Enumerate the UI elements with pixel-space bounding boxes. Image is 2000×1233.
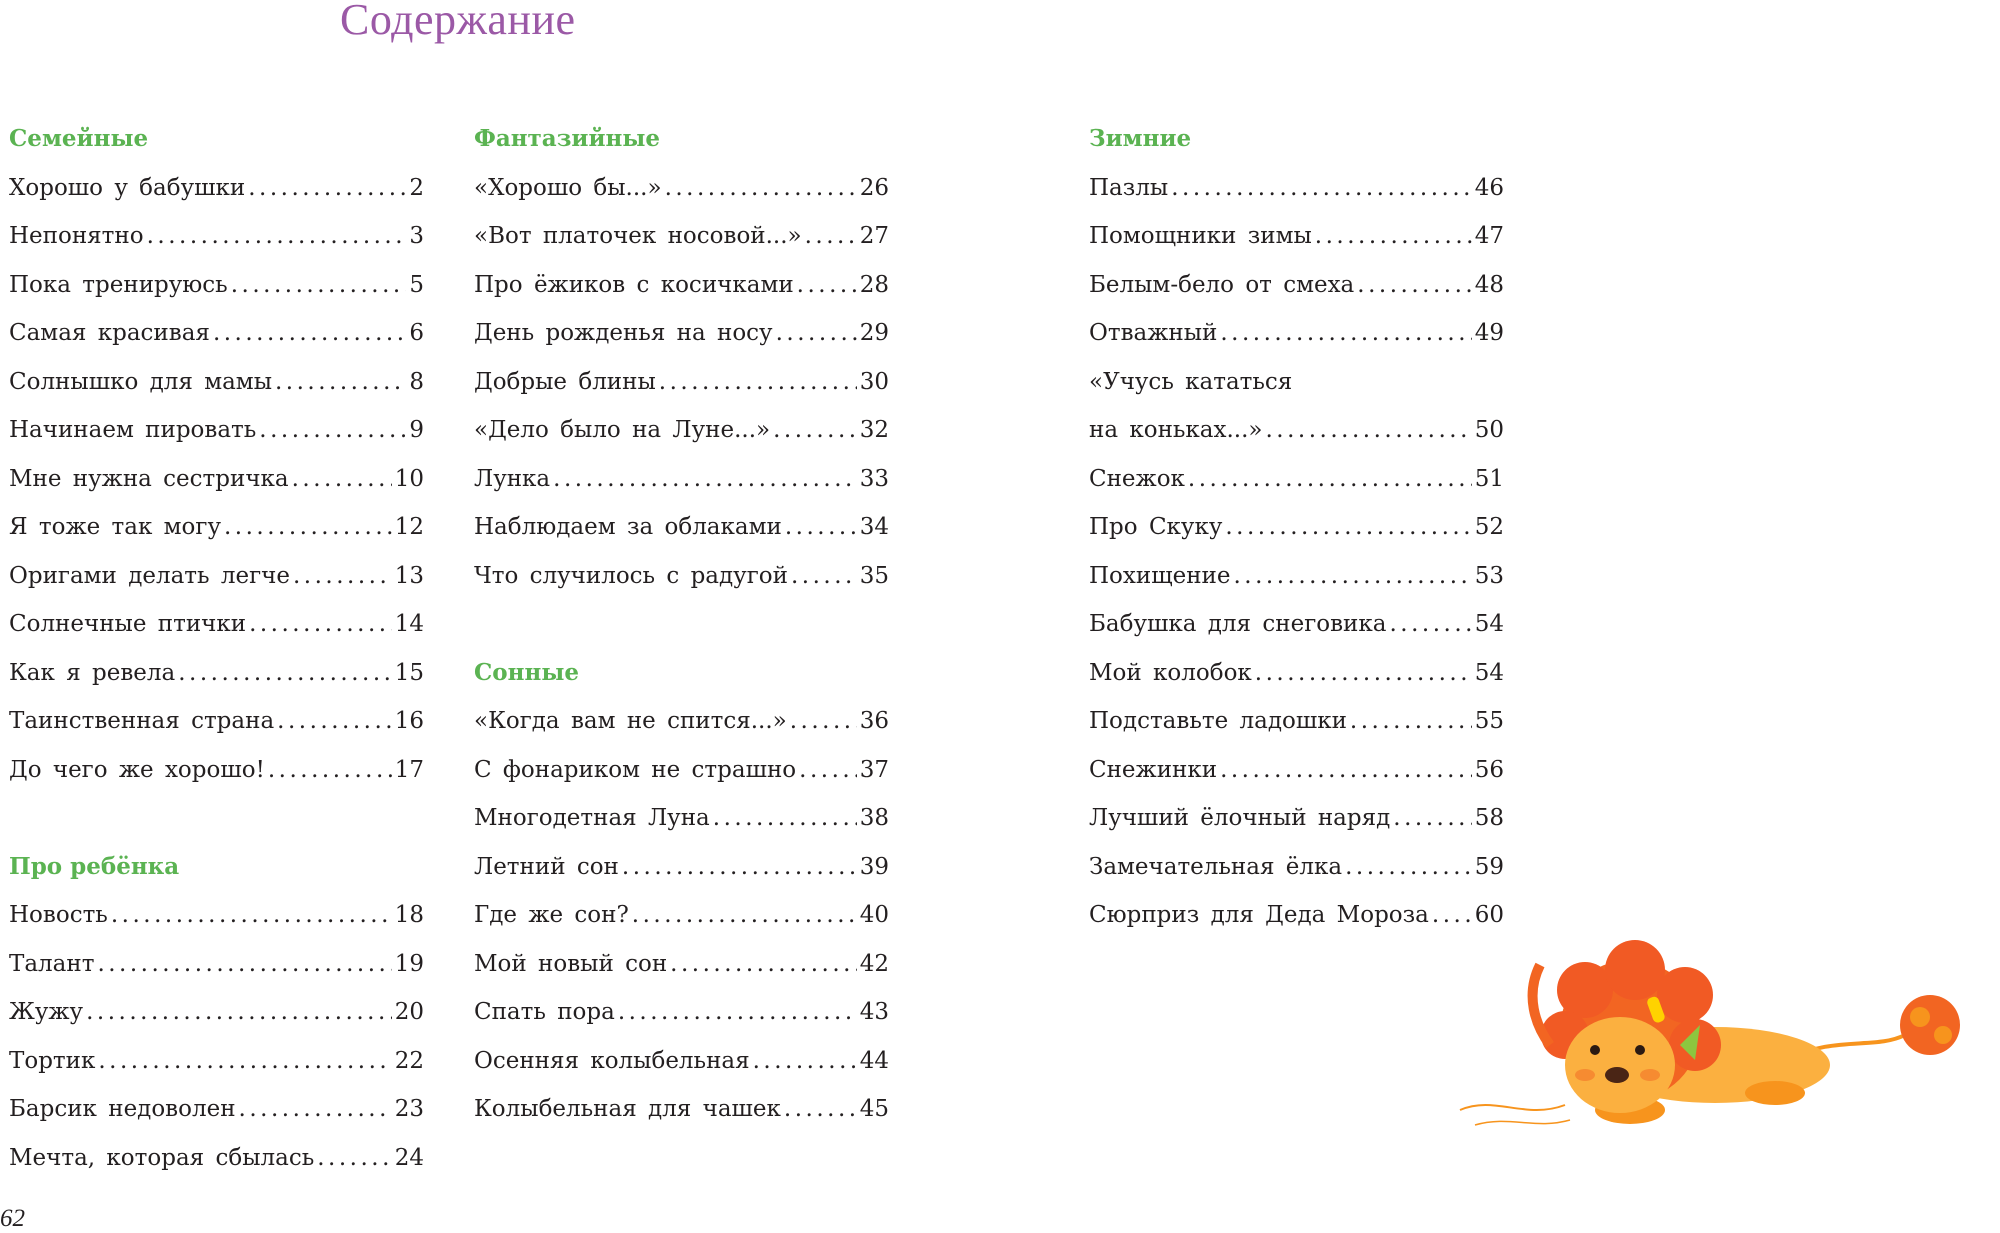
toc-entry-page: 35	[859, 562, 889, 589]
toc-entry-title: До чего же хорошо!	[9, 756, 265, 783]
toc-entry-title: Осенняя колыбельная	[474, 1047, 750, 1074]
toc-entry-leader	[1393, 794, 1471, 843]
toc-entry	[474, 552, 889, 601]
toc-entry-title: Мне нужна сестричка	[9, 465, 289, 492]
toc-entry-title: Наблюдаем за облаками	[474, 514, 782, 540]
toc-column-1	[9, 115, 424, 1182]
toc-entry-title: Лунка	[474, 465, 551, 492]
section-title: Семейные	[9, 125, 149, 152]
toc-entry-page: 33	[859, 465, 889, 492]
toc-entry-page: 6	[409, 320, 424, 346]
toc-entry	[474, 406, 889, 455]
toc-entry	[474, 1037, 889, 1086]
toc-entry-page: 15	[394, 659, 424, 686]
toc-entry-title: Начинаем пировать	[9, 417, 257, 443]
section-spacer	[474, 600, 889, 649]
toc-entry	[9, 455, 424, 504]
toc-entry-leader	[1315, 212, 1472, 261]
toc-entry	[9, 649, 424, 698]
toc-entry-leader	[259, 406, 406, 455]
toc-entry-title: Барсик недоволен	[9, 1096, 236, 1122]
toc-entry-title: «Вот платочек носовой...»	[474, 223, 802, 249]
toc-entry-leader	[659, 358, 857, 407]
toc-entry-title: на коньках...»	[1089, 417, 1263, 443]
toc-entry	[1089, 697, 1504, 746]
toc-entry-leader	[86, 988, 392, 1037]
toc-entry-page: 26	[859, 174, 889, 201]
toc-entry	[474, 261, 889, 310]
toc-entry-leader	[275, 358, 406, 407]
toc-entry-page: 53	[1474, 562, 1504, 589]
toc-entry-leader	[791, 552, 857, 601]
toc-entry	[474, 697, 889, 746]
toc-entry	[9, 358, 424, 407]
toc-column-2	[474, 115, 889, 1134]
toc-entry-leader	[1357, 261, 1471, 310]
toc-entry-title: Похищение	[1089, 562, 1231, 589]
toc-entry-page: 54	[1474, 611, 1504, 637]
toc-entry	[1089, 891, 1504, 940]
toc-entry	[1089, 649, 1504, 698]
toc-entry-title: Добрые блины	[474, 368, 656, 395]
toc-entry	[474, 164, 889, 213]
toc-entry	[1089, 358, 1504, 407]
toc-entry-page: 12	[394, 514, 424, 540]
toc-entry-title: Новость	[9, 902, 108, 928]
toc-entry-title: Мой новый сон	[474, 950, 668, 977]
toc-entry-page: 2	[409, 174, 424, 201]
toc-entry-leader	[249, 600, 392, 649]
toc-entry	[474, 746, 889, 795]
toc-entry	[1089, 309, 1504, 358]
toc-entry	[9, 600, 424, 649]
toc-entry-leader	[1255, 649, 1472, 698]
toc-entry-title: Непонятно	[9, 223, 144, 249]
toc-entry-leader	[618, 988, 857, 1037]
toc-entry-leader	[665, 164, 857, 213]
toc-entry-page: 13	[394, 562, 424, 589]
toc-entry-leader	[753, 1037, 857, 1086]
section-title: Про ребёнка	[9, 852, 180, 880]
toc-entry	[474, 988, 889, 1037]
toc-entry-title: Снежок	[1089, 465, 1185, 492]
page-number: 62	[0, 1205, 25, 1232]
toc-entry	[9, 164, 424, 213]
toc-entry-page: 18	[394, 902, 424, 928]
toc-entry-page: 39	[859, 853, 889, 880]
toc-entry-page: 16	[394, 708, 424, 734]
toc-entry	[474, 794, 889, 843]
toc-entry-title: Снежинки	[1089, 756, 1218, 783]
toc-entry-leader	[799, 746, 857, 795]
toc-entry	[9, 891, 424, 940]
toc-entry-leader	[97, 940, 391, 989]
toc-entry-title: Хорошо у бабушки	[9, 174, 246, 201]
toc-entry-page: 24	[394, 1144, 424, 1171]
toc-entry	[1089, 212, 1504, 261]
toc-entry-page: 3	[409, 223, 424, 249]
toc-entry	[1089, 406, 1504, 455]
toc-entry-page: 9	[409, 417, 424, 443]
toc-entry-page: 56	[1474, 756, 1504, 783]
toc-entry-leader	[784, 1085, 857, 1134]
section-title: Сонные	[474, 658, 580, 686]
toc-entry-title: Подставьте ладошки	[1089, 708, 1347, 734]
toc-entry-leader	[213, 309, 406, 358]
toc-entry-leader	[797, 261, 857, 310]
toc-entry	[9, 1085, 424, 1134]
toc-entry-leader	[111, 891, 392, 940]
toc-entry	[1089, 794, 1504, 843]
toc-entry-page: 36	[859, 708, 889, 734]
toc-entry-leader	[790, 697, 857, 746]
toc-entry-title: Спать пора	[474, 999, 615, 1025]
toc-entry-page: 44	[859, 1047, 889, 1074]
toc-entry-leader	[98, 1037, 391, 1086]
toc-entry-leader	[553, 455, 857, 504]
toc-entry-title: «Хорошо бы...»	[474, 174, 662, 201]
toc-entry-title: Пока тренируюсь	[9, 271, 228, 298]
toc-column-3	[1089, 115, 1504, 940]
toc-entry-leader	[1233, 552, 1471, 601]
toc-entry-title: Солнечные птички	[9, 611, 247, 637]
toc-entry-page: 19	[394, 950, 424, 977]
toc-entry	[9, 552, 424, 601]
toc-entry-title: День рожденья на носу	[474, 320, 773, 346]
toc-entry	[1089, 164, 1504, 213]
toc-entry-page: 27	[859, 223, 889, 249]
toc-entry-leader	[248, 164, 406, 213]
toc-entry	[9, 697, 424, 746]
toc-entry-page: 60	[1474, 902, 1504, 928]
toc-entry-page: 20	[394, 999, 424, 1025]
toc-entry-title: Летний сон	[474, 853, 619, 880]
toc-entry-title: С фонариком не страшно	[474, 756, 797, 783]
section-spacer	[9, 794, 424, 843]
toc-entry-title: «Дело было на Луне...»	[474, 417, 771, 443]
toc-entry-leader	[1188, 455, 1472, 504]
toc-entry-page: 40	[859, 902, 889, 928]
toc-entry-title: Про Скуку	[1089, 514, 1223, 540]
toc-entry	[1089, 746, 1504, 795]
toc-entry-page: 30	[859, 368, 889, 395]
section-title: Фантазийные	[474, 125, 661, 152]
toc-entry	[9, 212, 424, 261]
toc-entry	[9, 309, 424, 358]
toc-entry-page: 23	[394, 1096, 424, 1122]
toc-entry-page: 29	[859, 320, 889, 346]
toc-entry-title: Как я ревела	[9, 659, 176, 686]
toc-entry	[9, 261, 424, 310]
toc-entry-page: 59	[1474, 853, 1504, 880]
toc-entry-leader	[277, 697, 392, 746]
toc-entry	[9, 406, 424, 455]
toc-entry	[9, 746, 424, 795]
toc-entry-leader	[292, 455, 392, 504]
toc-entry-leader	[268, 746, 392, 795]
section-title: Зимние	[1089, 125, 1192, 152]
toc-entry	[474, 940, 889, 989]
toc-entry	[1089, 552, 1504, 601]
toc-entry-leader	[1220, 746, 1472, 795]
toc-entry-title: Мечта, которая сбылась	[9, 1144, 315, 1171]
toc-entry-title: Где же сон?	[474, 902, 629, 928]
toc-entry-leader	[805, 212, 857, 261]
toc-entry	[474, 455, 889, 504]
toc-entry-title: «Учусь кататься	[1089, 368, 1293, 395]
toc-entry-page: 54	[1474, 659, 1504, 686]
toc-entry-title: «Когда вам не спится...»	[474, 708, 787, 734]
toc-entry-leader	[224, 503, 392, 552]
toc-entry-title: Замечательная ёлка	[1089, 853, 1343, 880]
toc-entry-title: Помощники зимы	[1089, 223, 1312, 249]
toc-entry-leader	[1266, 406, 1472, 455]
toc-entry-leader	[178, 649, 391, 698]
toc-entry-leader	[1225, 503, 1471, 552]
toc-entry-leader	[632, 891, 857, 940]
toc-entry-leader	[1350, 697, 1472, 746]
toc-entry	[1089, 600, 1504, 649]
toc-entry-title: Солнышко для мамы	[9, 368, 272, 395]
toc-entry-page: 45	[859, 1096, 889, 1122]
toc-entry-title: Что случилось с радугой	[474, 562, 788, 589]
toc-entry	[1089, 261, 1504, 310]
toc-entry-title: Колыбельная для чашек	[474, 1096, 781, 1122]
toc-entry	[1089, 843, 1504, 892]
toc-entry-page: 10	[394, 465, 424, 492]
toc-entry-page: 52	[1474, 514, 1504, 540]
toc-entry-page: 8	[409, 368, 424, 395]
toc-entry-title: Лучший ёлочный наряд	[1089, 805, 1391, 831]
toc-entry-title: Многодетная Луна	[474, 805, 710, 831]
toc-entry-page: 50	[1474, 417, 1504, 443]
toc-entry-page: 22	[394, 1047, 424, 1074]
toc-entry-page: 28	[859, 271, 889, 298]
toc-entry-title: Оригами делать легче	[9, 562, 290, 589]
toc-entry-title: Тортик	[9, 1047, 96, 1074]
toc-entry-title: Пазлы	[1089, 174, 1169, 201]
toc-entry-page: 38	[859, 805, 889, 831]
toc-entry-page: 37	[859, 756, 889, 783]
toc-entry-page: 49	[1474, 320, 1504, 346]
toc-entry-page: 14	[394, 611, 424, 637]
toc-entry-title: Белым-бело от смеха	[1089, 271, 1355, 298]
toc-entry	[9, 988, 424, 1037]
toc-entry-title: Про ёжиков с косичками	[474, 271, 794, 298]
toc-entry	[474, 1085, 889, 1134]
toc-entry-page: 58	[1474, 805, 1504, 831]
toc-entry	[474, 891, 889, 940]
toc-entry-title: Мой колобок	[1089, 659, 1252, 686]
lion-toy-icon	[1455, 925, 2000, 1170]
toc-entry	[474, 212, 889, 261]
toc-entry	[9, 940, 424, 989]
toc-entry	[9, 1037, 424, 1086]
toc-entry	[1089, 455, 1504, 504]
toc-entry-leader	[773, 406, 857, 455]
toc-entry-page: 42	[859, 950, 889, 977]
toc-entry-title: Жужу	[9, 999, 84, 1025]
toc-entry-page: 48	[1474, 271, 1504, 298]
toc-entry-leader	[231, 261, 407, 310]
toc-entry-leader	[1389, 600, 1471, 649]
toc-entry-leader	[776, 309, 857, 358]
toc-entry-page: 47	[1474, 223, 1504, 249]
toc-entry-page: 34	[859, 514, 889, 540]
toc-entry-leader	[785, 503, 857, 552]
toc-entry-page: 43	[859, 999, 889, 1025]
toc-entry	[9, 1134, 424, 1183]
toc-entry-page: 5	[409, 271, 424, 298]
toc-entry-leader	[1345, 843, 1472, 892]
toc-entry-leader	[622, 843, 857, 892]
toc-entry-title: Сюрприз для Деда Мороза	[1089, 902, 1429, 928]
toc-entry-page: 51	[1474, 465, 1504, 492]
toc-entry	[1089, 503, 1504, 552]
toc-entry	[9, 503, 424, 552]
toc-entry-leader	[293, 552, 392, 601]
toc-entry-title: Отважный	[1089, 320, 1218, 346]
toc-entry-leader	[317, 1134, 391, 1183]
toc-entry-title: Самая красивая	[9, 320, 210, 346]
toc-entry-leader	[1171, 164, 1471, 213]
toc-entry-leader	[1220, 309, 1471, 358]
page-title: Содержание	[340, 0, 576, 44]
toc-entry	[474, 358, 889, 407]
toc-entry-title: Я тоже так могу	[9, 514, 221, 540]
toc-entry-title: Бабушка для снеговика	[1089, 611, 1387, 637]
toc-entry-leader	[670, 940, 857, 989]
toc-entry	[474, 503, 889, 552]
toc-entry-leader	[239, 1085, 392, 1134]
toc-entry-leader	[147, 212, 407, 261]
toc-entry-title: Таинственная страна	[9, 708, 275, 734]
toc-entry-page: 32	[859, 417, 889, 443]
toc-entry-title: Талант	[9, 950, 95, 977]
toc-entry-page: 46	[1474, 174, 1504, 201]
toc-entry	[474, 309, 889, 358]
toc-entry-page: 55	[1474, 708, 1504, 734]
toc-entry-page: 17	[394, 756, 424, 783]
toc-entry-leader	[713, 794, 857, 843]
toc-entry	[474, 843, 889, 892]
